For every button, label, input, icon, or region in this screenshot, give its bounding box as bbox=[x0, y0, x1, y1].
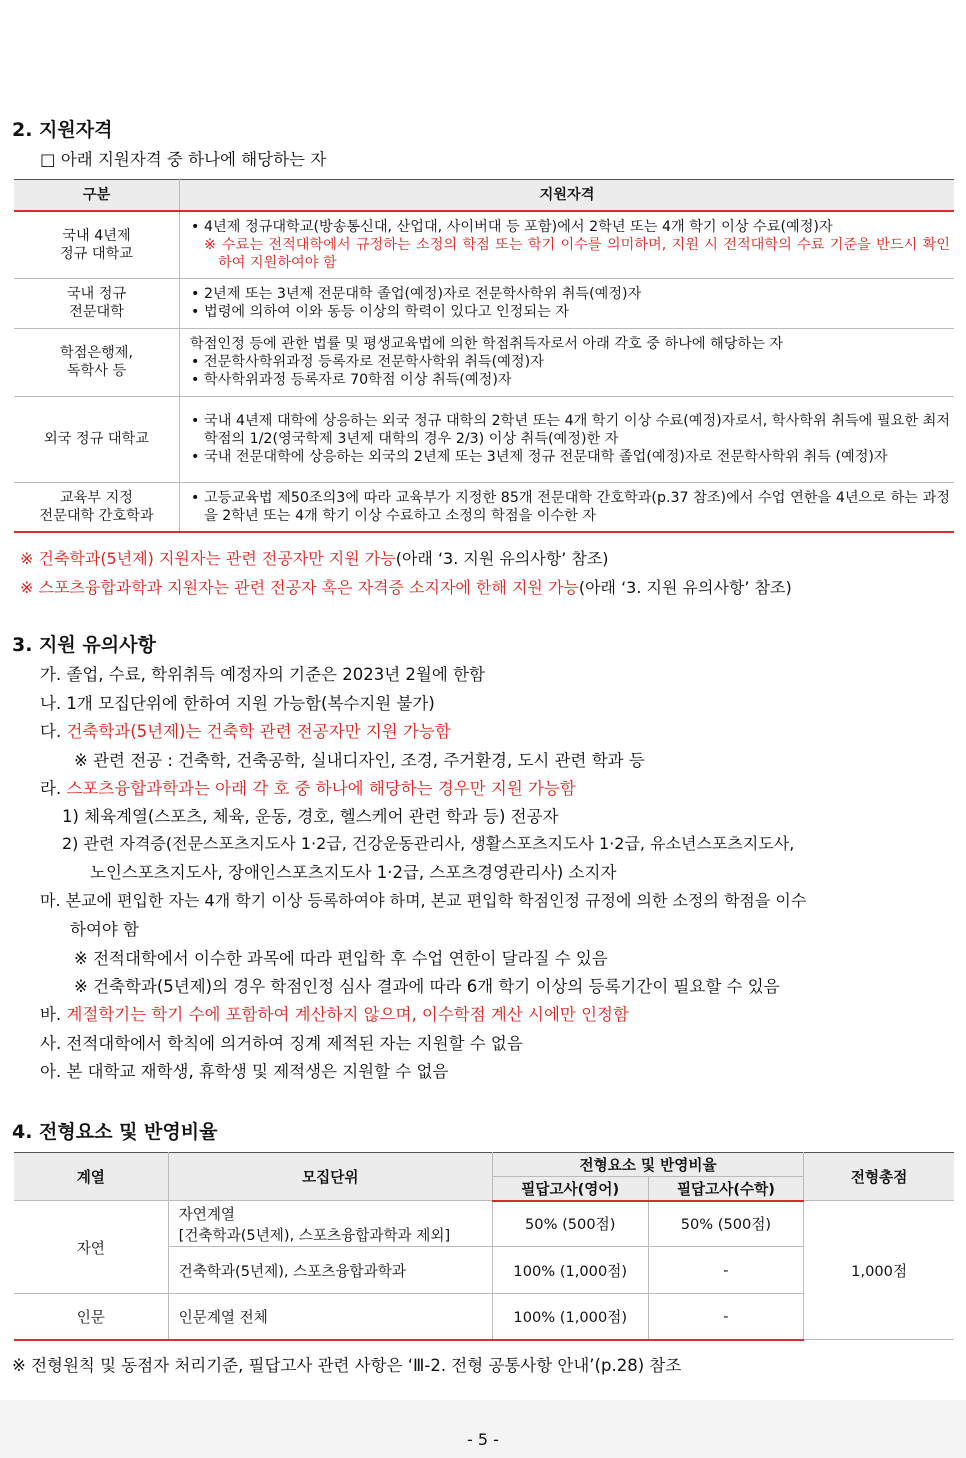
header-qualification: 지원자격 bbox=[180, 180, 955, 212]
notice-ma-note-1: ※ 전적대학에서 이수한 과목에 따라 편입학 후 수업 연한이 달라질 수 있음 bbox=[74, 949, 608, 968]
section-2-title: 2. 지원자격 bbox=[12, 119, 113, 141]
qualification-item: • 법령에 의하여 이와 동등 이상의 학력이 있다고 인정되는 자 bbox=[190, 303, 950, 321]
qualification-item: • 국내 4년제 대학에 상응하는 외국 정규 대학의 2학년 또는 4개 학기 이상 수료(예정)자로서, 학사학위 취득에 필요한 최저 학점의 1/2(영국학제 3년제 대학의 경우 2/3) 이상 취득(예정)한 자 bbox=[190, 412, 950, 448]
english-cell: 50% (500점) bbox=[492, 1201, 648, 1247]
notice-ga: 가. 졸업, 수료, 학위취득 예정자의 기준은 2023년 2월에 한함 bbox=[40, 665, 485, 684]
qualification-item: • 국내 전문대학에 상응하는 외국의 2년제 또는 3년제 정규 전문대학 졸업(예정)자로 전문학사학위 취득 (예정)자 bbox=[190, 448, 950, 466]
qualification-item: • 2년제 또는 3년제 전문대학 졸업(예정)자로 전문학사학위 취득(예정)자 bbox=[190, 285, 950, 303]
table-row bbox=[14, 278, 954, 328]
row-qualification bbox=[180, 328, 955, 396]
header-english: 필답고사(영어) bbox=[492, 1177, 648, 1201]
header-total: 전형총점 bbox=[804, 1153, 954, 1201]
row-qualification bbox=[180, 396, 955, 482]
notice-ma-cont: 하여야 함 bbox=[70, 920, 140, 939]
notice-ra: 라. 스포츠융합과학과는 아래 각 호 중 하나에 해당하는 경우만 지원 가능함 bbox=[40, 779, 576, 798]
notice-sa: 사. 전적대학에서 학칙에 의거하여 징계 제적된 자는 지원할 수 없음 bbox=[40, 1034, 523, 1053]
qualification-item: • 고등교육법 제50조의3에 따라 교육부가 지정한 85개 전문대학 간호학과(p.37 참조)에서 수업 연한을 4년으로 하는 과정을 2학년 또는 4개 학기 이상 수료하고 소정의 학점을 이수한 자 bbox=[190, 489, 950, 525]
qualification-item: • 전문학사학위과정 등록자로 전문학사학위 취득(예정)자 bbox=[190, 353, 950, 371]
unit-cell: 자연계열 [건축학과(5년제), 스포츠융합과학과 제외] bbox=[168, 1201, 492, 1247]
row-category: 교육부 지정 전문대학 간호학과 bbox=[14, 482, 180, 532]
header-math: 필답고사(수학) bbox=[648, 1177, 804, 1201]
notice-ra-item-2-cont: 노인스포츠지도사, 장애인스포츠지도사 1·2급, 스포츠경영관리사) 소지자 bbox=[90, 863, 617, 882]
notice-a: 아. 본 대학교 재학생, 휴학생 및 제적생은 지원할 수 없음 bbox=[40, 1062, 449, 1081]
unit-cell: 인문계열 전체 bbox=[168, 1294, 492, 1340]
header-elements: 전형요소 및 반영비율 bbox=[492, 1153, 803, 1177]
row-category: 국내 4년제 정규 대학교 bbox=[14, 211, 180, 278]
table-row bbox=[14, 396, 954, 482]
table-row bbox=[14, 211, 954, 278]
english-cell: 100% (1,000점) bbox=[492, 1247, 648, 1294]
math-cell: - bbox=[648, 1294, 804, 1340]
qualification-item: • 4년제 정규대학교(방송통신대, 산업대, 사이버대 등 포함)에서 2학년 또는 4개 학기 이상 수료(예정)자 bbox=[190, 218, 950, 236]
architecture-notice: ※ 건축학과(5년제) 지원자는 관련 전공자만 지원 가능(아래 ‘3. 지원 유의사항’ 참조) bbox=[20, 549, 609, 568]
eligibility-table bbox=[14, 179, 954, 533]
notice-ma-note-2: ※ 건축학과(5년제)의 경우 학점인정 심사 결과에 따라 6개 학기 이상의 등록기간이 필요할 수 있음 bbox=[74, 977, 780, 996]
header-category: 구분 bbox=[14, 180, 180, 212]
math-cell: 50% (500점) bbox=[648, 1201, 804, 1247]
page-number: - 5 - bbox=[467, 1430, 499, 1449]
qualification-lead: 학점인정 등에 관한 법률 및 평생교육법에 의한 학점취득자로서 아래 각호 중 하나에 해당하는 자 bbox=[190, 336, 784, 352]
table-row bbox=[14, 482, 954, 532]
notice-na: 나. 1개 모집단위에 한하여 지원 가능함(복수지원 불가) bbox=[40, 694, 435, 713]
total-cell: 1,000점 bbox=[804, 1201, 954, 1340]
header-unit: 모집단위 bbox=[168, 1153, 492, 1201]
eligibility-table-header bbox=[14, 180, 954, 212]
sports-notice: ※ 스포츠융합과학과 지원자는 관련 전공자 혹은 자격증 소지자에 한해 지원 가능(아래 ‘3. 지원 유의사항’ 참조) bbox=[20, 578, 792, 597]
selection-table-header bbox=[14, 1153, 954, 1177]
notice-ra-item-2: 2) 관련 자격증(전문스포츠지도사 1·2급, 건강운동관리사, 생활스포츠지도사 1·2급, 유소년스포츠지도사, bbox=[62, 834, 795, 853]
row-category: 학점은행제, 독학사 등 bbox=[14, 328, 180, 396]
row-category: 국내 정규 전문대학 bbox=[14, 278, 180, 328]
table-row bbox=[14, 328, 954, 396]
section-4-title: 4. 전형요소 및 반영비율 bbox=[12, 1121, 218, 1143]
notice-ba: 바. 계절학기는 학기 수에 포함하여 계산하지 않으며, 이수학점 계산 시에만 인정함 bbox=[40, 1005, 629, 1024]
header-group: 계열 bbox=[14, 1153, 168, 1201]
math-cell: - bbox=[648, 1247, 804, 1294]
notice-da: 다. 건축학과(5년제)는 건축학 관련 전공자만 지원 가능함 bbox=[40, 722, 451, 741]
section-2-intro: □ 아래 지원자격 중 하나에 해당하는 자 bbox=[40, 150, 327, 169]
group-cell: 인문 bbox=[14, 1294, 168, 1340]
qualification-item: • 학사학위과정 등록자로 70학점 이상 취득(예정)자 bbox=[190, 371, 950, 389]
row-category: 외국 정규 대학교 bbox=[14, 396, 180, 482]
row-qualification bbox=[180, 482, 955, 532]
notice-ma: 마. 본교에 편입한 자는 4개 학기 이상 등록하여야 하며, 본교 편입학 학점인정 규정에 의한 소정의 학점을 이수 bbox=[40, 891, 807, 910]
row-qualification bbox=[180, 211, 955, 278]
unit-cell: 건축학과(5년제), 스포츠융합과학과 bbox=[168, 1247, 492, 1294]
row-qualification bbox=[180, 278, 955, 328]
section-4-note: ※ 전형원칙 및 동점자 처리기준, 필답고사 관련 사항은 ‘Ⅲ-2. 전형 공통사항 안내’(p.28) 참조 bbox=[12, 1356, 682, 1375]
group-cell: 자연 bbox=[14, 1201, 168, 1294]
table-row bbox=[14, 1201, 954, 1247]
notice-ra-item-1: 1) 체육계열(스포츠, 체육, 운동, 경호, 헬스케어 관련 학과 등) 전공자 bbox=[62, 807, 559, 826]
selection-table bbox=[14, 1152, 954, 1341]
english-cell: 100% (1,000점) bbox=[492, 1294, 648, 1340]
notice-da-note: ※ 관련 전공 : 건축학, 건축공학, 실내디자인, 조경, 주거환경, 도시 관련 학과 등 bbox=[74, 751, 645, 770]
section-3-title: 3. 지원 유의사항 bbox=[12, 634, 156, 656]
qualification-note: ※ 수료는 전적대학에서 규정하는 소정의 학점 또는 학기 이수를 의미하며, 지원 시 전적대학의 수료 기준을 반드시 확인하여 지원하여야 함 bbox=[204, 236, 950, 271]
page-footer bbox=[0, 1400, 966, 1458]
